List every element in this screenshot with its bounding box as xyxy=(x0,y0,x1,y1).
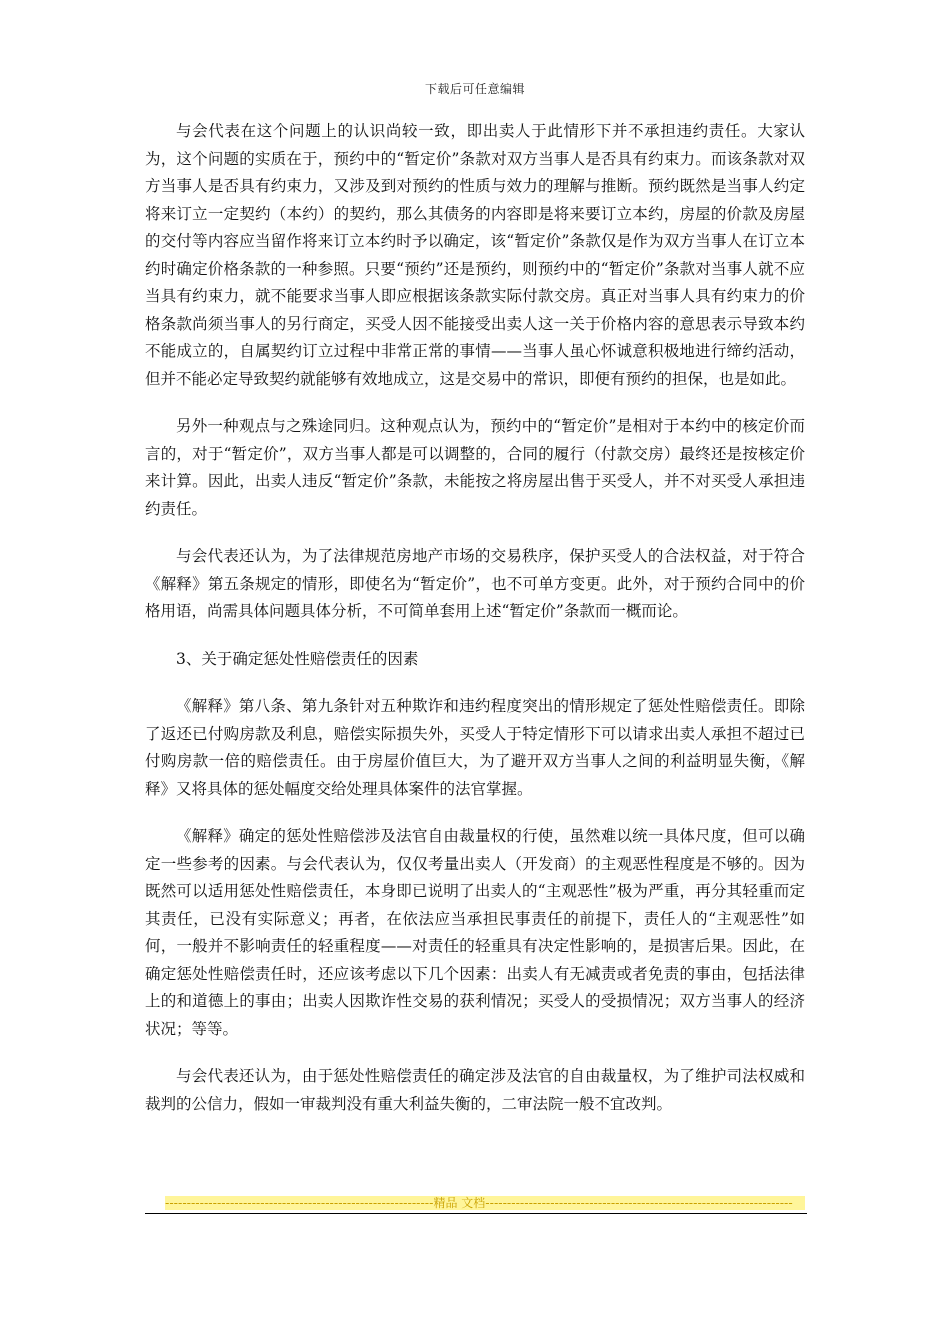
paragraph: 与会代表还认为，为了法律规范房地产市场的交易秩序，保护买受人的合法权益，对于符合《解释》第五条规定的情形，即使名为“暂定价”，也不可单方变更。此外，对于预约合同中的价格用语，尚需具体问题具体分析，不可简单套用上述“暂定价”条款而一概而论。 xyxy=(145,547,805,620)
paragraph: 与会代表在这个问题上的认识尚较一致，即出卖人于此情形下并不承担违约责任。大家认为，这个问题的实质在于，预约中的“暂定价”条款对双方当事人是否具有约束力。而该条款对双方当事人是否具有约束力，又涉及到对预约的性质与效力的理解与推断。预约既然是当事人约定将来订立一定契约（本约）的契约，那么其债务的内容即是将来要订立本约，房屋的价款及房屋的交付等内容应当留作将来订立本约时予以确定，该“暂定价”条款仅是作为双方当事人在订立本约时确定价格条款的一种参照。只要“预约”还是预约，则预约中的“暂定价”条款对当事人就不应当具有约束力，就不能要求当事人即应根据该条款实际付款交房。真正对当事人具有约束力的价格条款尚须当事人的另行商定，买受人因不能接受出卖人这一关于价格内容的意思表示导致本约不能成立的，自属契约订立过程中非常正常的事情——当事人虽心怀诚意积极地进行缔约活动，但并不能必定导致契约就能够有效地成立，这是交易中的常识，即便有预约的担保，也是如此。 xyxy=(145,122,805,388)
footer-divider xyxy=(145,1213,807,1214)
section-heading: 3、关于确定惩处性赔偿责任的因素 xyxy=(176,649,419,668)
paragraph: 与会代表还认为，由于惩处性赔偿责任的确定涉及法官的自由裁量权，为了维护司法权威和裁判的公信力，假如一审裁判没有重大利益失衡的，二审法院一般不宜改判。 xyxy=(145,1067,805,1113)
paragraph: 《解释》确定的惩处性赔偿涉及法官自由裁量权的行使，虽然难以统一具体尺度，但可以确定一些参考的因素。与会代表认为，仅仅考量出卖人（开发商）的主观恶性程度是不够的。因为既然可以适用惩处性赔偿责任，本身即已说明了出卖人的“主观恶性”极为严重，再分其轻重而定其责任，已没有实际意义；再者，在依法应当承担民事责任的前提下，责任人的“主观恶性”如何，一般并不影响责任的轻重程度——对责任的轻重具有决定性影响的，是损害后果。因此，在确定惩处性赔偿责任时，还应该考虑以下几个因素：出卖人有无减责或者免责的事由，包括法律上的和道德上的事由；出卖人因欺诈性交易的获利情况；买受人的受损情况；双方当事人的经济状况；等等。 xyxy=(145,827,805,1038)
paragraph: 《解释》第八条、第九条针对五种欺诈和违约程度突出的情形规定了惩处性赔偿责任。即除了返还已付购房款及利息，赔偿实际损失外，买受人于特定情形下可以请求出卖人承担不超过已付购房款一倍的赔偿责任。由于房屋价值巨大，为了避开双方当事人之间的利益明显失衡，《解释》又将具体的惩处幅度交给处理具体案件的法官掌握。 xyxy=(145,697,805,798)
paragraph: 另外一种观点与之殊途同归。这种观点认为，预约中的“暂定价”是相对于本约中的核定价而言的，对于“暂定价”，双方当事人都是可以调整的，合同的履行（付款交房）最终还是按核定价来计算。因此，出卖人违反“暂定价”条款，未能按之将房屋出售于买受人，并不对买受人承担违约责任。 xyxy=(145,417,805,518)
footer-watermark: --------------------------------------------------------------精品 文档----------------------------------------------------------------------- xyxy=(165,1196,805,1210)
page-header: 下载后可任意编辑 xyxy=(424,82,525,96)
document-body xyxy=(145,118,805,1138)
